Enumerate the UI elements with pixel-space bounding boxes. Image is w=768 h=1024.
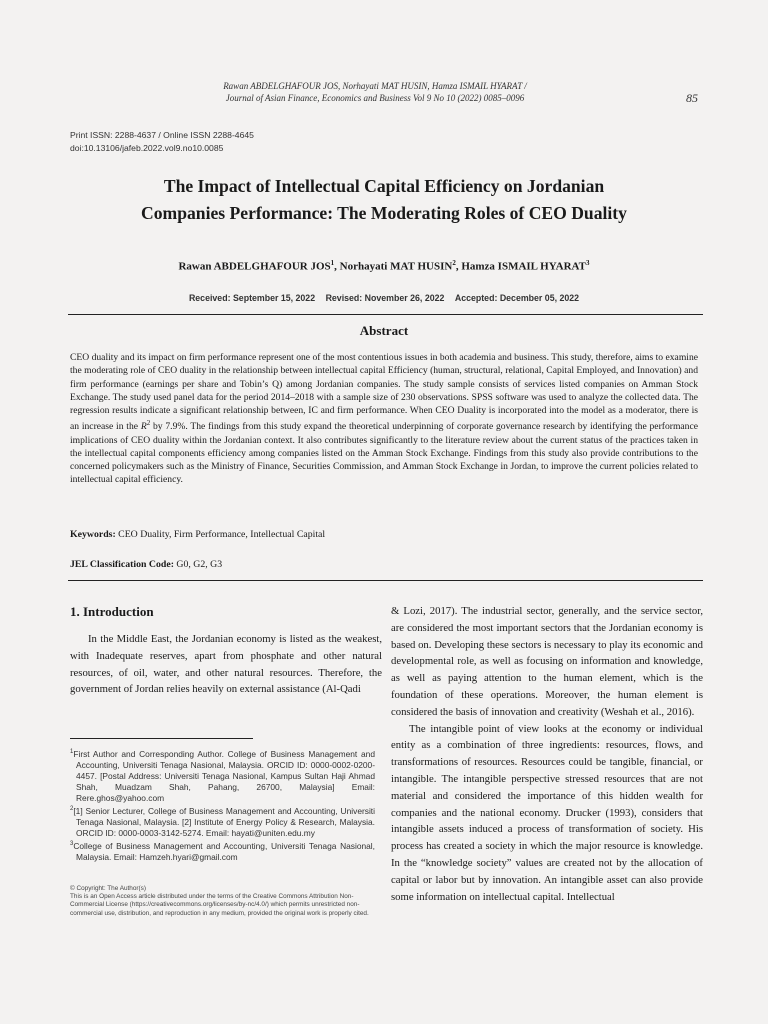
jel-label: JEL Classification Code: [70, 559, 174, 570]
r-squared-symbol: R [140, 421, 147, 433]
author-list [70, 259, 698, 273]
running-header-authors: Rawan ABDELGHAFOUR JOS, Norhayati MAT HUSIN, Hamza ISMAIL HYARAT / [223, 81, 527, 91]
footnote-1-text: First Author and Corresponding Author. College of Business Management and Accounting, Universiti Tenaga Nasional, Malaysia. ORCID ID: 0000-0002-0200-4457. [Postal Address: Universiti Tenaga Nasional, Kampus Sultan Haji Ahmad Shah, Muadzam Shah, Pahang, 26700, Malaysia] Email: Rere.ghos@yahoo.com [73, 748, 375, 804]
footnote-1-mark: 1 [70, 749, 74, 755]
author-1-affiliation: 1 [330, 259, 335, 267]
abstract-bottom-rule [68, 580, 703, 581]
page-number: 85 [686, 91, 698, 105]
footnote-3-mark: 3 [70, 841, 74, 848]
author-2: Norhayati MAT HUSIN [339, 260, 453, 273]
keywords-value: CEO Duality, Firm Performance, Intellectual Capital [115, 529, 326, 540]
copyright-line: © Copyright: The Author(s) [70, 885, 146, 892]
keywords [70, 529, 325, 540]
author-separator: , [455, 260, 462, 273]
received-date: Received: September 15, 2022 [188, 293, 316, 303]
doi-line: doi:10.13106/jafeb.2022.vol9.no10.0085 [70, 142, 224, 153]
abstract-text-part-1: CEO duality and its impact on firm performance represent one of the most contentious issues in both academia and business. This study, therefore, aims to examine the moderating role of CEO duality in the relationship between intellectual capital Efficiency (human, structural, relational, Capital Employed, and Innovation) and firm performance (earnings per share and Tobin’s Q) among Jordanian companies. The study sample consists of services listed companies on Amman Stock Exchange. The study used panel data for the period 2014–2018 with a sample size of 230 observations. SPSS software was used to analyze the collected data. The regression results indicate a significant relationship between, IC and firm performance. When CEO Duality is incorporated into the model as a moderator, there is an increase in the [70, 352, 698, 433]
footnote-2-text: [1] Senior Lecturer, College of Business Management and Accounting, Universiti Tenaga Nasional, Malaysia. [2] Institute of Energy Policy & Research, Malaysia. ORCID ID: 0000-0003-3142-5274. Email: hayati@uniten.edu.my [73, 806, 375, 839]
left-column [70, 631, 382, 698]
copyright-notice [70, 885, 375, 918]
issn-block [70, 129, 254, 154]
footnote-2 [70, 804, 375, 839]
jel-value: G0, G2, G3 [173, 559, 223, 570]
title-line-2: Companies Performance: The Moderating Roles of CEO Duality [141, 203, 627, 223]
footnote-3 [70, 839, 375, 863]
right-column [391, 603, 703, 905]
footnote-rule [70, 738, 253, 739]
paper-title [70, 173, 698, 227]
footnote-3-text: College of Business Management and Accounting, Universiti Tenaga Nasional, Malaysia. Email: Hamzeh.hyari@gmail.com [73, 841, 375, 863]
footnote-2-mark: 2 [70, 806, 74, 813]
author-1: Rawan ABDELGHAFOUR JOS [178, 260, 331, 273]
author-3-affiliation: 3 [586, 259, 590, 267]
license-text: This is an Open Access article distributed under the terms of the Creative Commons Attribution Non-Commercial License (https://creativecommons.org/licenses/by-nc/4.0/) which permits unrestricted non-commercial use, distribution, and reproduction in any medium, provided the original work is properly cited. [70, 893, 369, 917]
running-header [140, 80, 610, 104]
running-header-journal: Journal of Asian Finance, Economics and Business Vol 9 No 10 (2022) 0085–0096 [225, 93, 525, 103]
footnotes [70, 747, 375, 863]
revised-date: Revised: November 26, 2022 [325, 293, 445, 303]
publication-dates [70, 293, 698, 303]
section-heading-introduction: 1. Introduction [70, 604, 154, 619]
title-line-1: The Impact of Intellectual Capital Efficiency on Jordanian [163, 176, 605, 196]
abstract-text-part-2: by 7.9%. The findings from this study expand the theoretical underpinning of corporate governance research by identifying the performance implications of CEO duality within the Jordanian context. It also contributes significantly to the literature review about the current status of the practices taken in the intellectual capital components efficiency among companies listed on the Amman Stock Exchange. Findings from this study also provide contributions to the concerned policymakers such as the Ministry of Finance, Securities Commission, and Amman Stock Exchange in Jordan, to improve the current policies related to intellectual capital efficiency. [70, 421, 698, 486]
accepted-date: Accepted: December 05, 2022 [454, 293, 580, 303]
jel-codes [70, 559, 222, 570]
intro-paragraph-1-continued: & Lozi, 2017). The industrial sector, generally, and the service sector, are considered the most important sectors that the Jordanian economy is based on. Developing these sectors is necessary to play its economic and developmental role, as well as focusing on information and knowledge, as well as paying attention to the human element, which is the foundation of these operations. Moreover, the human element is considered the basis of innovation and creativity (Weshah et al., 2016). [391, 605, 703, 718]
footnote-1 [70, 747, 375, 804]
issn-line: Print ISSN: 2288-4637 / Online ISSN 2288-4645 [70, 130, 254, 140]
author-separator: , [334, 260, 340, 273]
abstract-top-rule [68, 314, 703, 315]
r-squared-exponent: 2 [146, 419, 151, 428]
author-2-affiliation: 2 [452, 259, 456, 267]
intro-paragraph-2: The intangible point of view looks at the economy or individual entity as a combination of three ingredients: resources, flows, and transformations of resources. Resources could be tangible, financial, or intangible. The intangible perspective stressed resources that are not material and considered the importance of this hidden wealth for companies and the national economy. Drucker (1993), considers that intangible assets induced a process of transformation of society. His process has created a society in which the major resource is knowledge. In the “knowledge society” values are created not by the allocation of capital or labor but by innovation. An intangible asset can also provide some information on intellectual capital. Intellectual [391, 722, 703, 903]
author-3: Hamza ISMAIL HYARAT [461, 260, 587, 273]
abstract-text [70, 351, 698, 487]
keywords-label: Keywords: [70, 529, 116, 540]
intro-paragraph-1: In the Middle East, the Jordanian economy is listed as the weakest, with Inadequate reserves, apart from phosphate and other natural resources, of oil, water, and other natural resources. Therefore, the government of Jordan relies heavily on external assistance (Al-Qadi [70, 633, 382, 696]
abstract-heading: Abstract [359, 323, 409, 338]
